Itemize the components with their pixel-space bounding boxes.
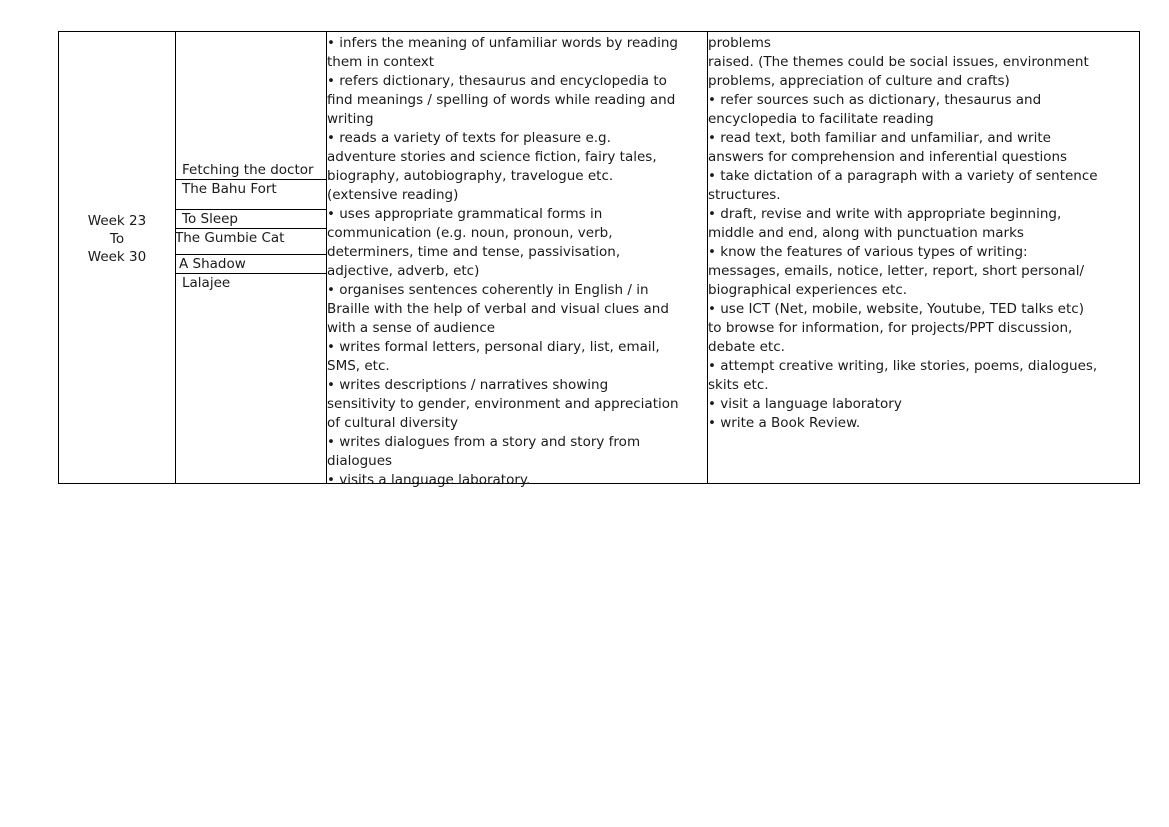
week-start: Week 23	[87, 213, 147, 229]
week-range	[59, 212, 175, 266]
outcome-line: • reads a variety of texts for pleasure e.g.	[327, 130, 611, 146]
lesson-item: A Shadow	[179, 256, 246, 272]
outcome-line: Braille with the help of verbal and visual clues and	[327, 301, 669, 317]
activities-text	[708, 34, 1138, 433]
outcome-line: • organises sentences coherently in English / in	[327, 282, 649, 298]
activity-line: • attempt creative writing, like stories, poems, dialogues,	[708, 358, 1098, 374]
lesson-item: The Gumbie Cat	[175, 230, 285, 246]
activity-line: • read text, both familiar and unfamiliar, and write	[708, 130, 1051, 146]
outcome-line: • infers the meaning of unfamiliar words by reading	[327, 35, 678, 51]
outcome-line: with a sense of audience	[327, 320, 496, 336]
activity-line: • draft, revise and write with appropriate beginning,	[708, 206, 1062, 222]
outcome-line: adjective, adverb, etc)	[327, 263, 480, 279]
activity-line: • take dictation of a paragraph with a variety of sentence	[708, 168, 1098, 184]
activity-line: answers for comprehension and inferential questions	[708, 149, 1068, 165]
outcome-line: • uses appropriate grammatical forms in	[327, 206, 603, 222]
outcome-line: writing	[327, 111, 374, 127]
outcome-line: adventure stories and science fiction, fairy tales,	[327, 149, 657, 165]
outcome-line: of cultural diversity	[327, 415, 458, 431]
lesson-item: To Sleep	[182, 211, 239, 227]
lesson-item: The Bahu Fort	[182, 181, 277, 197]
outcome-line: • visits a language laboratory.	[327, 472, 531, 488]
outcome-line: them in context	[327, 54, 435, 70]
week-end: Week 30	[87, 249, 147, 265]
activity-line: • write a Book Review.	[708, 415, 861, 431]
outcome-line: SMS, etc.	[327, 358, 390, 374]
activity-line: debate etc.	[708, 339, 785, 355]
curriculum-table	[58, 31, 1140, 488]
outcome-line: sensitivity to gender, environment and appreciation	[327, 396, 679, 412]
activity-line: problems	[708, 35, 771, 51]
lesson-item: Fetching the doctor	[182, 162, 314, 178]
outcome-line: communication (e.g. noun, pronoun, verb,	[327, 225, 613, 241]
outcome-line: (extensive reading)	[327, 187, 459, 203]
activity-line: skits etc.	[708, 377, 769, 393]
activity-line: raised. (The themes could be social issues, environment	[708, 54, 1089, 70]
learning-outcomes-column	[326, 32, 708, 488]
activity-line: structures.	[708, 187, 781, 203]
activity-line: biographical experiences etc.	[708, 282, 908, 298]
outcome-line: biography, autobiography, travelogue etc.	[327, 168, 614, 184]
activity-line: • use ICT (Net, mobile, website, Youtube, TED talks etc)	[708, 301, 1084, 317]
activity-line: to browse for information, for projects/PPT discussion,	[708, 320, 1073, 336]
lessons-column	[175, 32, 327, 483]
outcome-line: determiners, time and tense, passivisation,	[327, 244, 621, 260]
week-to: To	[109, 231, 125, 247]
outcome-line: • writes descriptions / narratives showing	[327, 377, 609, 393]
outcome-line: find meanings / spelling of words while reading and	[327, 92, 676, 108]
activity-line: messages, emails, notice, letter, report, short personal/	[708, 263, 1085, 279]
activities-column	[707, 32, 1140, 483]
activity-line: problems, appreciation of culture and crafts)	[708, 73, 1010, 89]
learning-outcomes-text	[327, 34, 705, 490]
lesson-item: Lalajee	[182, 275, 231, 291]
outcome-line: • writes dialogues from a story and story from	[327, 434, 641, 450]
activity-line: middle and end, along with punctuation marks	[708, 225, 1024, 241]
week-column	[59, 32, 176, 483]
activity-line: • visit a language laboratory	[708, 396, 902, 412]
outcome-line: • refers dictionary, thesaurus and encyclopedia to	[327, 73, 667, 89]
outcome-line: • writes formal letters, personal diary, list, email,	[327, 339, 660, 355]
outcome-line: dialogues	[327, 453, 393, 469]
activity-line: • know the features of various types of writing:	[708, 244, 1028, 260]
activity-line: encyclopedia to facilitate reading	[708, 111, 934, 127]
activity-line: • refer sources such as dictionary, thesaurus and	[708, 92, 1042, 108]
